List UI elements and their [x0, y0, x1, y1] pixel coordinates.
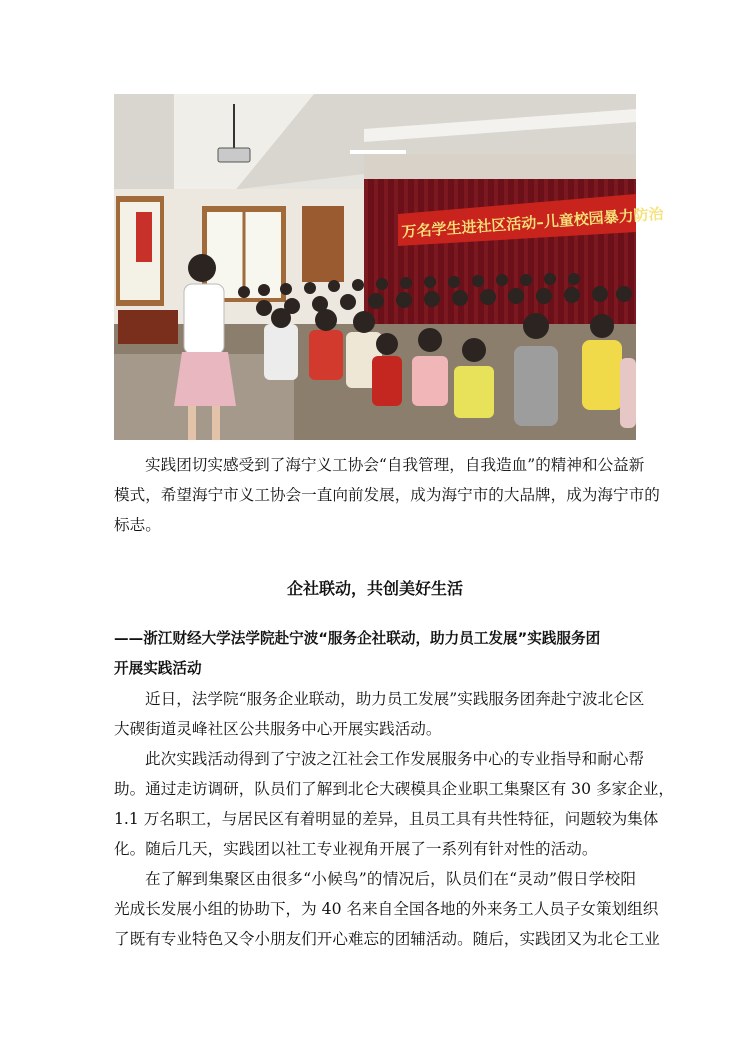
text-line: 实践团切实感受到了海宁义工协会“自我管理，自我造血”的精神和公益新 — [145, 456, 645, 474]
subtitle-line: ——浙江财经大学法学院赴宁波“服务企社联动，助力员工发展”实践服务团 — [114, 630, 601, 647]
paragraph-intro — [114, 684, 645, 744]
text-line: 化。随后几天，实践团以社工专业视角开展了一系列有针对性的活动。 — [114, 840, 598, 858]
paragraph-research — [114, 744, 674, 864]
paragraph-activities — [114, 864, 660, 954]
text-line: 1.1 万名职工，与居民区有着明显的差异，且员工具有共性特征，问题较为集体 — [114, 810, 659, 828]
subtitle-line: 开展实践活动 — [114, 660, 202, 677]
activity-photo — [114, 94, 665, 440]
text-line: 近日，法学院“服务企业联动，助力员工发展”实践服务团奔赴宁波北仑区 — [145, 690, 645, 708]
text-line: 光成长发展小组的协助下，为 40 名来自全国各地的外来务工人员子女策划组织 — [114, 900, 659, 918]
text-line: 标志。 — [114, 516, 161, 534]
text-line: 此次实践活动得到了宁波之江社会工作发展服务中心的专业指导和耐心帮 — [145, 750, 645, 768]
paragraph-conclusion — [114, 450, 660, 540]
text-line: 助。通过走访调研，队员们了解到北仑大碶模具企业职工集聚区有 30 多家企业， — [114, 780, 674, 798]
text-line: 模式，希望海宁市义工协会一直向前发展，成为海宁市的大品牌，成为海宁市的 — [114, 486, 660, 504]
article-title: 企社联动，共创美好生活 — [286, 579, 463, 598]
text-line: 在了解到集聚区由很多“小候鸟”的情况后，队员们在“灵动”假日学校阳 — [145, 870, 636, 888]
text-line: 大碶街道灵峰社区公共服务中心开展实践活动。 — [114, 720, 442, 738]
article-subtitle — [114, 624, 636, 684]
text-line: 了既有专业特色又令小朋友们开心难忘的团辅活动。随后，实践团又为北仑工业 — [114, 930, 660, 948]
banner-text: 万名学生进社区活动–儿童校园暴力防治 — [401, 204, 665, 241]
